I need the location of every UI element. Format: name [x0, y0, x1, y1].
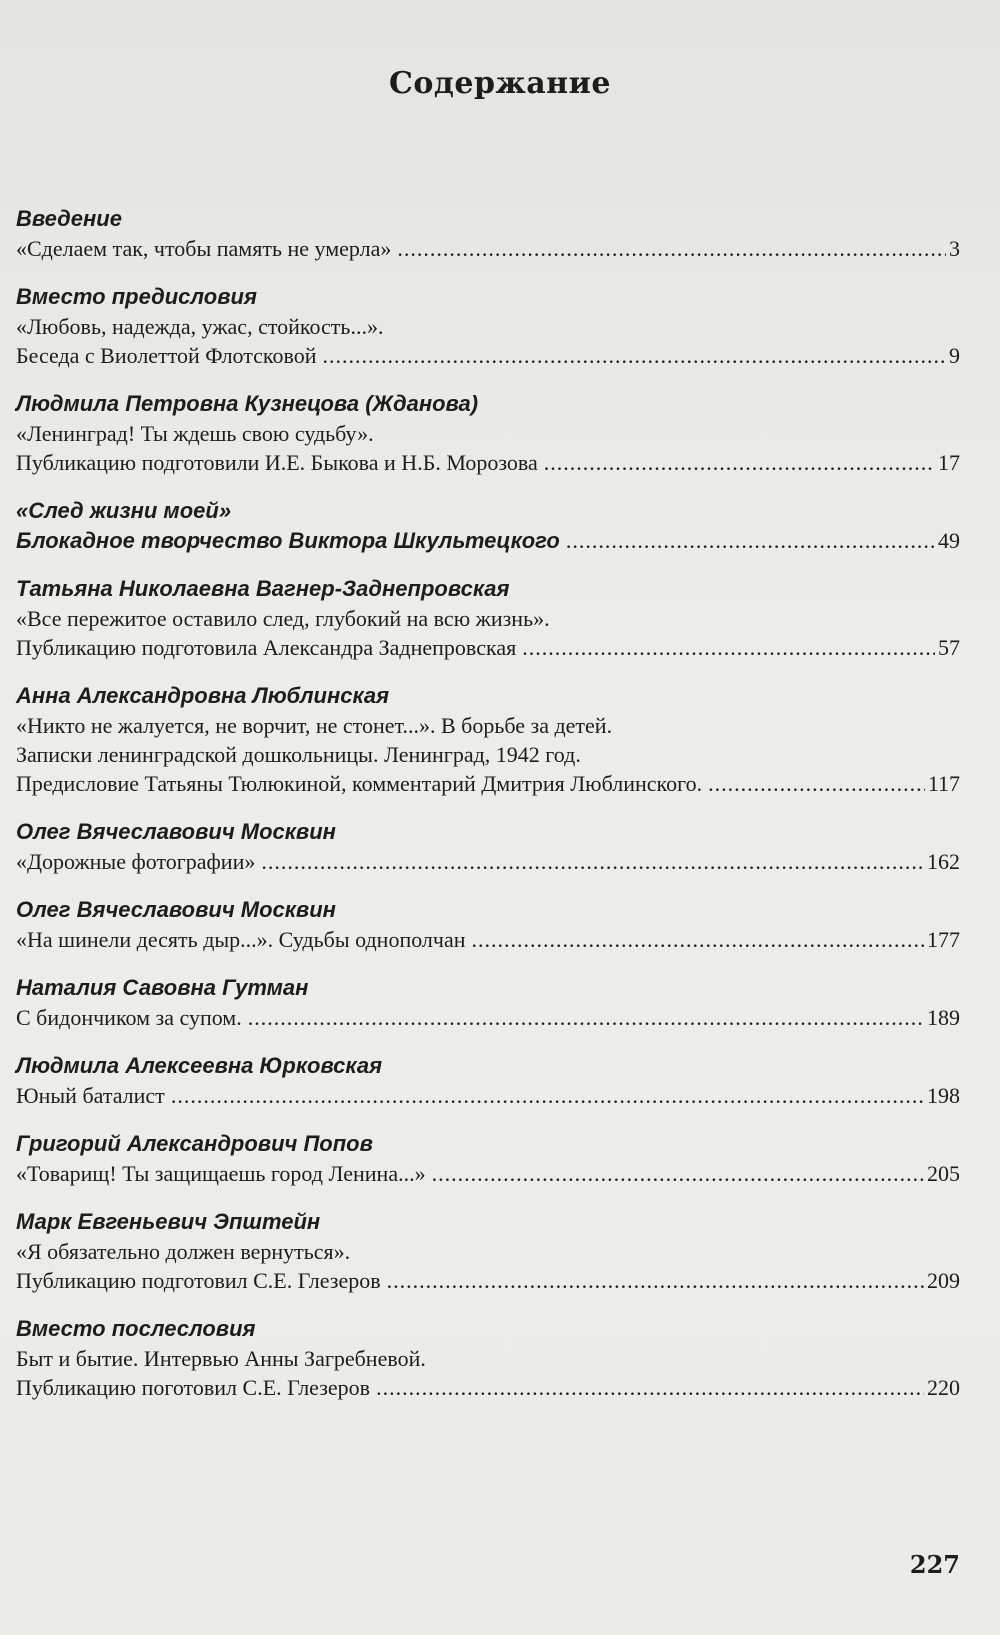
toc-section: [16, 574, 960, 662]
dot-leader: [387, 1266, 924, 1295]
page-number: 227: [909, 1550, 960, 1579]
toc-entry-title: Беседа с Виолеттой Флотсковой: [16, 343, 317, 368]
toc-entry-line: «Все пережитое оставило след, глубокий на всю жизнь».: [16, 606, 550, 631]
toc-entry[interactable]: [16, 448, 960, 477]
toc-entry-title: Публикацию поготовил С.Е. Глезеров: [16, 1375, 371, 1400]
toc-entry-title: Юный баталист: [16, 1083, 165, 1108]
toc-section-heading: «След жизни моей»: [16, 498, 232, 523]
toc-page-number: 209: [927, 1268, 960, 1293]
toc-section: [16, 496, 960, 555]
dot-leader: [397, 234, 946, 263]
toc-section: [16, 1314, 960, 1402]
toc-entry-line: «Никто не жалуется, не ворчит, не стонет...». В борьбе за детей.: [16, 713, 613, 738]
toc-section-heading: Олег Вячеславович Москвин: [16, 819, 336, 844]
toc-entry-title: С бидончиком за супом.: [16, 1005, 242, 1030]
toc-section-heading: Татьяна Николаевна Вагнер-Заднепровская: [16, 576, 510, 601]
toc-page-number: 9: [949, 343, 960, 368]
dot-leader: [261, 847, 924, 876]
toc-entry[interactable]: [16, 1081, 960, 1110]
toc-section: [16, 895, 960, 954]
toc-section: [16, 1129, 960, 1188]
toc-page-number: 189: [927, 1005, 960, 1030]
dot-leader: [376, 1373, 924, 1402]
toc-entry-line: «Ленинград! Ты ждешь свою судьбу».: [16, 421, 374, 446]
dot-leader: [432, 1159, 924, 1188]
toc-entry-title: «Товарищ! Ты защищаешь город Ленина...»: [16, 1161, 426, 1186]
toc-entry[interactable]: [16, 925, 960, 954]
toc-section: [16, 817, 960, 876]
toc-entry[interactable]: [16, 234, 960, 263]
toc-page-number: 198: [927, 1083, 960, 1108]
toc-section: [16, 973, 960, 1032]
toc-section: [16, 681, 960, 798]
toc-section-heading: Вместо послесловия: [16, 1316, 256, 1341]
toc-entry-title: Публикацию подготовили И.Е. Быкова и Н.Б. Морозова: [16, 450, 538, 475]
page-title: Содержание: [389, 66, 611, 101]
toc-section-heading: Марк Евгеньевич Эпштейн: [16, 1209, 321, 1234]
toc-section-heading: Анна Александровна Люблинская: [16, 683, 390, 708]
toc-entry-line: «Я обязательно должен вернуться».: [16, 1239, 351, 1264]
dot-leader: [566, 526, 935, 555]
toc-entry[interactable]: [16, 847, 960, 876]
toc-section-heading: Введение: [16, 206, 122, 231]
toc-entry-title: Предисловие Татьяны Тюлюкиной, комментарий Дмитрия Люблинского.: [16, 771, 703, 796]
dot-leader: [248, 1003, 924, 1032]
toc-page-number: 17: [938, 450, 960, 475]
toc-page-number: 205: [927, 1161, 960, 1186]
toc-section: [16, 389, 960, 477]
toc-entry[interactable]: [16, 1266, 960, 1295]
toc-page-number: 220: [927, 1375, 960, 1400]
toc-entry-title: «На шинели десять дыр...». Судьбы однополчан: [16, 927, 466, 952]
toc-section: [16, 1051, 960, 1110]
toc-entry[interactable]: [16, 1159, 960, 1188]
toc-section-heading: Вместо предисловия: [16, 284, 257, 309]
toc-entry-line: «Любовь, надежда, ужас, стойкость...».: [16, 314, 384, 339]
toc-entry[interactable]: [16, 341, 960, 370]
toc-entry[interactable]: [16, 769, 960, 798]
toc-entry[interactable]: [16, 526, 960, 555]
toc-page-number: 49: [938, 528, 960, 553]
toc-entry[interactable]: [16, 1003, 960, 1032]
toc-section: [16, 1207, 960, 1295]
toc-section-heading: Людмила Алексеевна Юрковская: [16, 1053, 383, 1078]
dot-leader: [171, 1081, 924, 1110]
dot-leader: [708, 769, 925, 798]
toc-page-number: 57: [938, 635, 960, 660]
dot-leader: [472, 925, 924, 954]
toc-section-heading: Наталия Савовна Гутман: [16, 975, 309, 1000]
toc-entry-title: Публикацию подготовила Александра Заднепровская: [16, 635, 517, 660]
toc-section-heading: Людмила Петровна Кузнецова (Жданова): [16, 391, 479, 416]
dot-leader: [522, 633, 935, 662]
toc-entry-title: Публикацию подготовил С.Е. Глезеров: [16, 1268, 381, 1293]
toc-page-number: 117: [927, 771, 960, 796]
toc-entry-line: Записки ленинградской дошкольницы. Ленинград, 1942 год.: [16, 742, 581, 767]
toc-section: [16, 282, 960, 370]
toc-entry-line: Быт и бытие. Интервью Анны Загребневой.: [16, 1346, 426, 1371]
toc-entry-title: Блокадное творчество Виктора Шкультецкого: [16, 528, 560, 553]
toc-page-number: 162: [927, 849, 960, 874]
toc-section-heading: Олег Вячеславович Москвин: [16, 897, 336, 922]
table-of-contents: [16, 204, 960, 1421]
toc-entry[interactable]: [16, 1373, 960, 1402]
toc-page-number: 177: [927, 927, 960, 952]
dot-leader: [544, 448, 935, 477]
toc-section: [16, 204, 960, 263]
toc-entry[interactable]: [16, 633, 960, 662]
toc-section-heading: Григорий Александрович Попов: [16, 1131, 373, 1156]
dot-leader: [323, 341, 947, 370]
toc-page-number: 3: [949, 236, 960, 261]
toc-entry-title: «Сделаем так, чтобы память не умерла»: [16, 236, 392, 261]
toc-entry-title: «Дорожные фотографии»: [16, 849, 256, 874]
